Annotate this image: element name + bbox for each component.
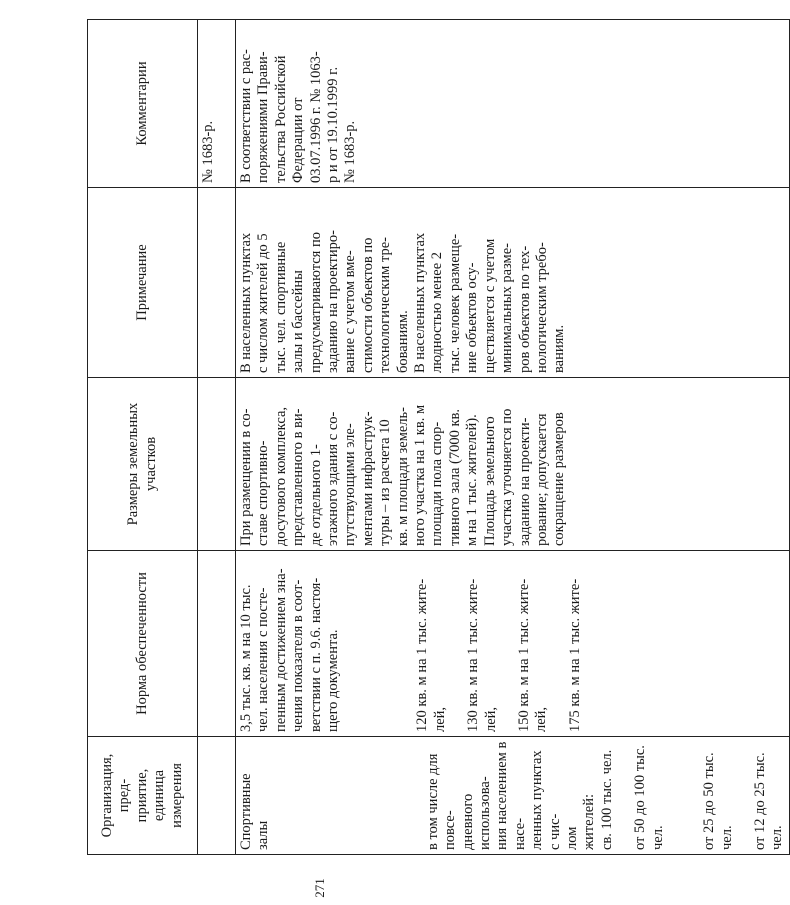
- org-row-2: от 50 до 100 тыс. чел.: [632, 745, 666, 850]
- cell-plot-size: [236, 378, 790, 551]
- header-organization: Организация, пред- приятие, единица измерения: [88, 737, 198, 855]
- header-plot-size: Размеры земельных участков: [88, 378, 198, 551]
- comment-text: В соответствии с рас- поряжениями Прави- тельства Российской Федерации от 03.07.1996 г. № 1063- р и от 19.10.1999 г. № 1683-р.: [238, 49, 359, 183]
- header-row: [88, 20, 198, 855]
- note-text-1: В населенных пунктах с числом жителей до 5 тыс. чел. спортивные залы и бассейны предусматриваются по заданию на проектиро- вание с учетом вме- стимости объектов по технологическим тре- бованиям.: [238, 230, 411, 373]
- continuation-row: [198, 20, 236, 855]
- header-comment: Комментарии: [88, 20, 198, 188]
- org-row-3: от 25 до 50 тыс. чел.: [701, 752, 735, 850]
- org-row-4: от 12 до 25 тыс. чел.: [751, 752, 786, 850]
- cell-norm: [236, 551, 790, 737]
- norm-main: 3,5 тыс. кв. м на 10 тыс. чел. населения с посте- пенным достижением зна- чения показателя в соот- ветствии с п. 9.6. настоя- щего документа.: [238, 568, 342, 732]
- continuation-cell-size: [198, 378, 236, 551]
- norm-row-2: 130 кв. м на 1 тыс. жите- лей,: [465, 578, 499, 732]
- org-title: Спортивные залы: [238, 773, 272, 850]
- regulation-table: [87, 19, 790, 855]
- header-norm: Норма обеспеченности: [88, 551, 198, 737]
- header-note: Примечание: [88, 188, 198, 378]
- org-row-1: св. 100 тыс. чел.: [598, 749, 615, 850]
- sports-halls-row: [236, 20, 790, 855]
- plot-size-text: При размещении в со- ставе спортивно- досугового комплекса, представленного в ви- де отдельного 1- этажного здания с со- путствующими эле- ментами инфраструк- туры – из расчета 10 кв. м площади земель- ного участка на 1 кв. м площади пола спор- тивного зала (7000 кв. м на 1 тыс. жителей). Площадь земельного участка уточняется по заданию на проекти- рование; допускается сокращение размеров: [238, 404, 568, 546]
- norm-row-1: 120 кв. м на 1 тыс. жите- лей,: [414, 578, 448, 732]
- page-number: 271: [312, 878, 327, 898]
- continuation-cell-comment: № 1683-р.: [198, 20, 236, 188]
- norm-row-3: 150 кв. м на 1 тыс. жите- лей,: [516, 578, 550, 732]
- note-text-2: В населенных пунктах людностью менее 2 тыс. человек размеще- ние объектов осу- ществляется с учетом минимальных разме- ров объектов по тех- нологическим требо- ваниям.: [412, 232, 568, 373]
- cell-note: [236, 188, 790, 378]
- cell-organization: [236, 737, 790, 855]
- continuation-cell-norm: [198, 551, 236, 737]
- org-subgroup: в том числе для повсе- дневного использова- ния населением в насе- ленных пунктах с чис- лом жителей:: [424, 741, 598, 850]
- cell-comment: [236, 20, 790, 188]
- rotated-table-area: [87, 20, 786, 855]
- continuation-cell-org: [198, 737, 236, 855]
- continuation-cell-note: [198, 188, 236, 378]
- norm-row-4: 175 кв. м на 1 тыс. жите-: [566, 578, 583, 732]
